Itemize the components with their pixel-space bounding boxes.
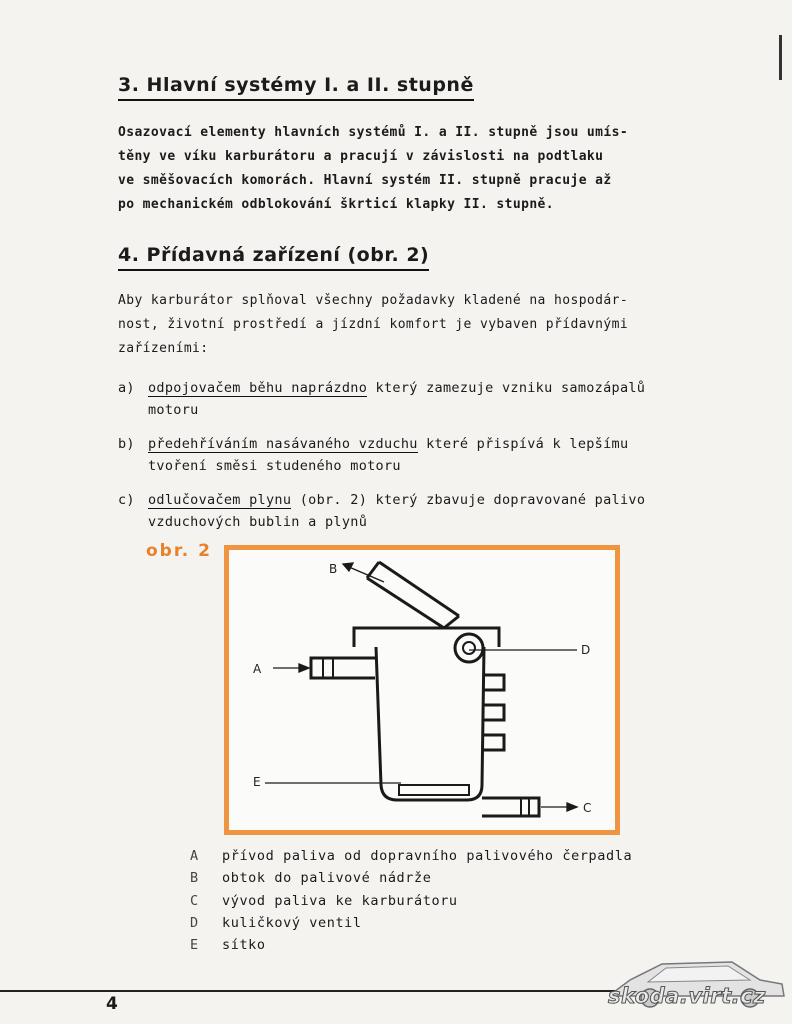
page-edge-mark bbox=[779, 35, 782, 80]
list-text-continuation: vzduchových bublin a plynů bbox=[148, 514, 368, 530]
list-marker: b) bbox=[118, 436, 135, 452]
paragraph-line: nost, životní prostředí a jízdní komfort je vybaven přídavnými bbox=[118, 317, 629, 332]
legend-key: A bbox=[190, 848, 199, 864]
gas-separator-diagram bbox=[229, 550, 615, 830]
legend-item-b bbox=[190, 870, 431, 886]
footer-divider bbox=[0, 990, 640, 992]
legend-text: obtok do palivové nádrže bbox=[222, 870, 432, 886]
legend-text: kuličkový ventil bbox=[222, 915, 362, 931]
list-item-c bbox=[118, 489, 645, 533]
label-e: E bbox=[253, 775, 261, 789]
paragraph-line: Osazovací elementy hlavních systémů I. a II. stupně jsou umís- bbox=[118, 125, 629, 140]
label-c: C bbox=[583, 801, 592, 815]
legend-item-c bbox=[190, 893, 458, 909]
legend-item-a bbox=[190, 848, 632, 864]
label-a: A bbox=[253, 662, 262, 676]
label-b: B bbox=[329, 562, 338, 576]
legend-key: D bbox=[190, 915, 199, 931]
section-3-heading bbox=[118, 74, 474, 96]
legend-item-e bbox=[190, 937, 266, 953]
label-d: D bbox=[581, 643, 591, 657]
legend-item-d bbox=[190, 915, 362, 931]
legend-text: vývod paliva ke karburátoru bbox=[222, 893, 458, 909]
paragraph-line: Aby karburátor splňoval všechny požadavky kladené na hospodár- bbox=[118, 293, 629, 308]
paragraph-line: ve směšovacích komorách. Hlavní systém II. stupně pracuje až bbox=[118, 173, 612, 188]
list-text: (obr. 2) který zbavuje dopravované palivo bbox=[291, 492, 646, 508]
paragraph-line: zařízeními: bbox=[118, 341, 209, 356]
section-3-heading-text: 3. Hlavní systémy I. a II. stupně bbox=[118, 74, 474, 101]
section-4-paragraph bbox=[118, 289, 628, 361]
figure-label: obr. 2 bbox=[146, 541, 213, 561]
paragraph-line: po mechanickém odblokování škrticí klapky II. stupně. bbox=[118, 197, 555, 212]
legend-key: E bbox=[190, 937, 199, 953]
list-item-b bbox=[118, 433, 628, 477]
legend-key: B bbox=[190, 870, 199, 886]
list-term: odlučovačem plynu bbox=[148, 492, 292, 508]
section-3-paragraph bbox=[118, 121, 628, 217]
legend-text: přívod paliva od dopravního palivového čerpadla bbox=[222, 848, 633, 864]
ball-valve-icon bbox=[463, 642, 475, 654]
legend-text: sítko bbox=[222, 937, 266, 953]
list-text-continuation: motoru bbox=[148, 402, 199, 418]
list-term: předehříváním nasávaného vzduchu bbox=[148, 436, 418, 452]
list-marker: c) bbox=[118, 492, 135, 508]
page-number: 4 bbox=[106, 994, 118, 1014]
list-marker: a) bbox=[118, 380, 135, 396]
section-4-heading bbox=[118, 244, 429, 266]
watermark-text: skoda.virt.cz bbox=[608, 984, 766, 1008]
list-item-a bbox=[118, 377, 645, 421]
list-text-continuation: tvoření směsi studeného motoru bbox=[148, 458, 401, 474]
section-4-heading-text: 4. Přídavná zařízení (obr. 2) bbox=[118, 244, 429, 271]
paragraph-line: těny ve víku karburátoru a pracují v závislosti na podtlaku bbox=[118, 149, 604, 164]
list-term: odpojovačem běhu naprázdno bbox=[148, 380, 368, 396]
legend-key: C bbox=[190, 893, 199, 909]
list-text: který zamezuje vzniku samozápalů bbox=[367, 380, 646, 396]
list-text: které přispívá k lepšímu bbox=[417, 436, 629, 452]
figure-frame bbox=[224, 545, 620, 835]
